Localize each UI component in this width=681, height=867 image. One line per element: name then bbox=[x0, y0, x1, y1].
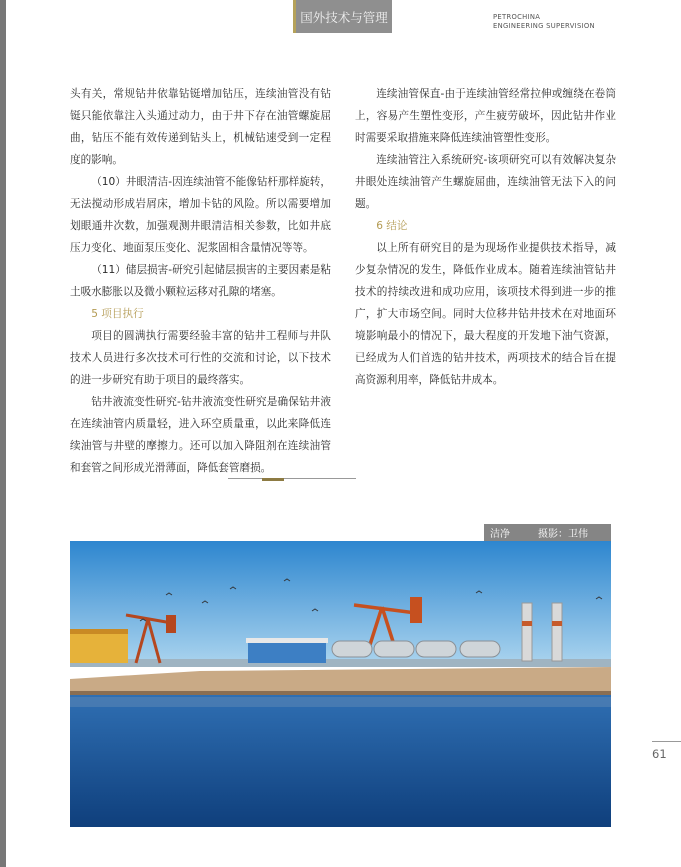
journal-name bbox=[493, 13, 623, 30]
paragraph: 钻井液流变性研究-钻井液流变性研究是确保钻井液在连续油管内质量轻，进入环空质量重，以此来降低连续油管与井壁的摩擦力。还可以加入降阻剂在连续油管和套管之间形成光滑薄面，降低套管磨损。 bbox=[70, 396, 331, 474]
oilfield-illustration bbox=[70, 541, 611, 827]
section-heading: 6 结论 bbox=[376, 220, 408, 232]
page-number: 61 bbox=[652, 747, 667, 761]
paragraph: 连续油管保直-由于连续油管经常拉伸或缠绕在卷筒上，容易产生塑性变形，产生疲劳破坏，因此钻井作业时需要采取措施来降低连续油管塑性变形。 bbox=[355, 88, 616, 144]
photo-title: 洁净 bbox=[490, 529, 510, 540]
paragraph: （11）储层损害-研究引起储层损害的主要因素是粘土吸水膨胀以及微小颗粒运移对孔隙的堵塞。 bbox=[70, 264, 331, 298]
paragraph: （10）井眼清洁-因连续油管不能像钻杆那样旋转，无法搅动形成岩屑床，增加卡钻的风险。所以需要增加划眼通井次数，加强观测井眼清洁相关参数，比如井底压力变化、地面泵压变化、泥浆固相含量情况等等。 bbox=[70, 176, 331, 254]
left-column bbox=[70, 83, 331, 479]
paragraph: 以上所有研究目的是为现场作业提供技术指导，减少复杂情况的发生，降低作业成本。随着连续油管钻井技术的持续改进和成功应用，该项技术得到进一步的推广，扩大市场空间。同时大位移井钻井技术在对地面环境影响最小的情况下，最大程度的开发地下油气资源，已经成为人们首选的钻井技术，两项技术的结合旨在提高资源利用率，降低钻井成本。 bbox=[355, 242, 616, 386]
photo-caption-bar bbox=[484, 524, 611, 541]
divider-accent bbox=[262, 478, 284, 481]
section-divider bbox=[228, 478, 356, 479]
paragraph: 连续油管注入系统研究-该项研究可以有效解决复杂井眼处连续油管产生螺旋屈曲，连续油管无法下入的问题。 bbox=[355, 154, 616, 210]
page-number-rule bbox=[652, 741, 681, 742]
journal-name-line2: ENGINEERING SUPERVISION bbox=[493, 21, 595, 30]
section-heading: 5 项目执行 bbox=[91, 308, 144, 320]
page-edge-bar bbox=[0, 0, 6, 867]
paragraph: 头有关，常规钻井依靠钻铤增加钻压，连续油管没有钻铤只能依靠注入头通过动力，由于井下存在油管螺旋屈曲，钻压不能有效传递到钻头上，机械钻速受到一定程度的影响。 bbox=[70, 88, 331, 166]
journal-name-line1: PETROCHINA bbox=[493, 13, 541, 21]
paragraph: 项目的圆满执行需要经验丰富的钻井工程师与井队技术人员进行多次技术可行性的交流和讨论，以下技术的进一步研究有助于项目的最终落实。 bbox=[70, 330, 331, 386]
oilfield-photo bbox=[70, 541, 611, 827]
section-title: 国外技术与管理 bbox=[293, 0, 392, 33]
right-column bbox=[355, 83, 616, 391]
photo-credit: 摄影：卫伟 bbox=[538, 529, 588, 540]
